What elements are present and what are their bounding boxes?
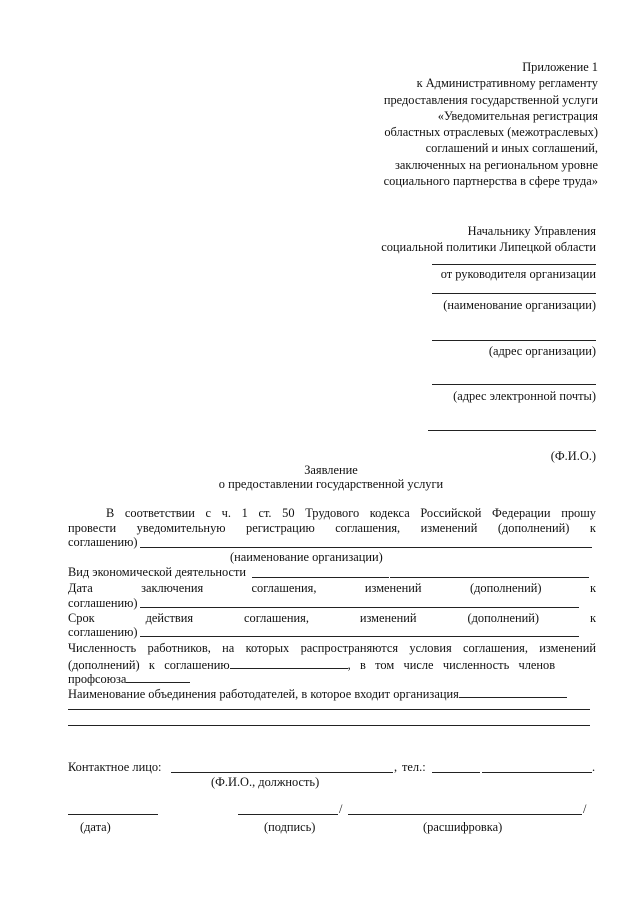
appendix-line: Приложение 1 <box>522 60 598 74</box>
employees-count-fill[interactable] <box>230 657 348 669</box>
appendix-line: социального партнерства в сфере труда» <box>383 174 598 189</box>
appendix-line: предоставления государственной услуги <box>383 92 598 107</box>
org-name-underline[interactable] <box>432 293 596 294</box>
appendix-line: соглашений и иных соглашений, <box>425 141 598 156</box>
org-name-label: (наименование организации) <box>443 298 596 312</box>
org-name-fill-line[interactable] <box>140 547 592 548</box>
email-label: (адрес электронной почты) <box>453 389 596 403</box>
date-fill-line[interactable] <box>68 814 158 815</box>
statement-title: Заявление <box>304 463 358 477</box>
employees-line2: (дополнений) к соглашению , в том числе численность членов <box>68 658 556 672</box>
phone-fill-1[interactable] <box>432 772 480 773</box>
appendix-line: заключенных на региональном уровне <box>395 157 598 172</box>
employers-fill-line-2[interactable] <box>68 709 590 710</box>
conclusion-date-row: Дата заключения соглашения, изменений (дополнений) к <box>68 581 596 595</box>
conclusion-date-fill-line[interactable] <box>140 607 579 608</box>
contact-label: Контактное лицо: <box>68 760 162 774</box>
validity-tail: соглашению) <box>68 625 138 639</box>
activity-fill-line[interactable] <box>252 577 389 578</box>
statement-subtitle: о предоставлении государственной услуги <box>218 477 444 491</box>
from-label: от руководителя организации <box>440 267 596 281</box>
contact-fio-caption: (Ф.И.О., должность) <box>211 775 320 789</box>
union-members-fill[interactable] <box>126 671 190 683</box>
decode-fill-line[interactable] <box>348 814 582 815</box>
sign-caption: (подпись) <box>264 820 316 834</box>
phone-fill-2[interactable] <box>482 772 592 773</box>
addressee-line1: Начальнику Управления <box>467 224 596 238</box>
slash-2: / <box>583 802 587 816</box>
paragraph-line3: соглашению) <box>68 535 138 549</box>
validity-fill-line[interactable] <box>140 636 579 637</box>
appendix-block <box>384 59 598 189</box>
sign-fill-line[interactable] <box>238 814 338 815</box>
contact-comma: , <box>394 760 398 774</box>
activity-fill-line-2[interactable] <box>390 577 589 578</box>
fio-label: (Ф.И.О.) <box>550 449 596 463</box>
org-address-underline[interactable] <box>432 340 596 341</box>
date-caption: (дата) <box>80 820 111 834</box>
addressee-line2: социальной политики Липецкой области <box>381 240 596 254</box>
activity-label: Вид экономической деятельности <box>68 565 247 579</box>
contact-fio-fill[interactable] <box>171 772 393 773</box>
paragraph-line1: В соответствии с ч. 1 ст. 50 Трудового кодекса Российской Федерации прошу <box>106 506 596 520</box>
employees-line1: Численность работников, на которых распространяются условия соглашения, изменений <box>68 641 596 655</box>
paragraph-line2: провести уведомительную регистрацию соглашения, изменений (дополнений) к <box>68 521 596 535</box>
appendix-line: областных отраслевых (межотраслевых) <box>384 125 598 140</box>
addressee-underline-1[interactable] <box>432 264 596 265</box>
employers-fill-1[interactable] <box>459 686 567 698</box>
decode-caption: (расшифровка) <box>423 820 503 834</box>
email-underline[interactable] <box>432 384 596 385</box>
fio-underline[interactable] <box>428 430 596 431</box>
employees-line3: профсоюза <box>68 671 190 686</box>
phone-label: тел.: <box>402 760 426 774</box>
org-name-caption: (наименование организации) <box>230 550 383 564</box>
employers-label: Наименование объединения работодателей, в которое входит организация <box>68 686 567 701</box>
appendix-line: «Уведомительная регистрация <box>437 108 598 123</box>
org-address-label: (адрес организации) <box>488 344 596 358</box>
validity-row: Срок действия соглашения, изменений (дополнений) к <box>68 611 596 625</box>
slash-1: / <box>339 802 343 816</box>
appendix-line: к Административному регламенту <box>416 76 598 91</box>
conclusion-date-tail: соглашению) <box>68 596 138 610</box>
employers-fill-line-3[interactable] <box>68 725 590 726</box>
contact-end-dot: . <box>592 760 596 774</box>
